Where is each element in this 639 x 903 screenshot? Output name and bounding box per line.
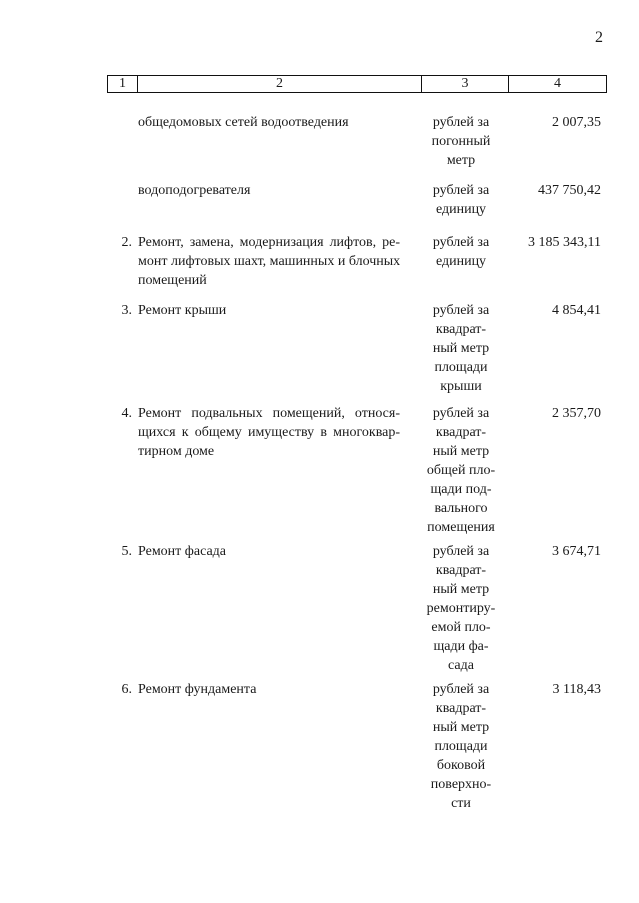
unit-line: рублей за xyxy=(432,303,490,318)
row-value: 2 007,35 xyxy=(552,115,601,130)
row-unit xyxy=(416,542,506,675)
unit-line: ремонтиру- xyxy=(426,601,496,616)
unit-line: рублей за xyxy=(432,115,490,130)
unit-line: щади под- xyxy=(430,482,492,497)
row-number: 2. xyxy=(121,235,132,250)
unit-line: поверхно- xyxy=(430,777,492,792)
row-number: 5. xyxy=(121,544,132,559)
unit-line: вального xyxy=(434,501,488,516)
column-header-row xyxy=(108,76,607,93)
row-value: 2 357,70 xyxy=(552,406,601,421)
unit-line: сти xyxy=(451,796,471,811)
row-number: 4. xyxy=(121,406,132,421)
row-unit xyxy=(416,680,506,813)
unit-line: рублей за xyxy=(432,406,490,421)
row-description xyxy=(138,233,400,290)
unit-line: ный метр xyxy=(432,444,490,459)
description-line: общедомовых сетей водоотведения xyxy=(138,115,349,130)
description-line: Ремонт фасада xyxy=(138,544,227,559)
description-line: щихся к общему имуществу в многоквар- xyxy=(138,425,400,440)
unit-line: квадрат- xyxy=(435,322,487,337)
row-value: 4 854,41 xyxy=(552,303,601,318)
row-unit xyxy=(416,181,506,219)
unit-line: емой пло- xyxy=(431,620,491,635)
unit-line: квадрат- xyxy=(435,425,487,440)
page-number: 2 xyxy=(595,29,603,46)
row-unit xyxy=(416,113,506,170)
row-number: 3. xyxy=(121,303,132,318)
description-line: монт лифтовых шахт, машинных и блочных xyxy=(138,254,401,269)
row-value: 437 750,42 xyxy=(538,183,601,198)
unit-line: рублей за xyxy=(432,682,490,697)
unit-line: погонный xyxy=(431,134,491,149)
row-description xyxy=(138,542,400,561)
unit-line: единицу xyxy=(435,202,487,217)
column-header-1: 1 xyxy=(108,76,138,93)
unit-line: рублей за xyxy=(432,183,490,198)
description-line: Ремонт подвальных помещений, относя- xyxy=(138,406,400,421)
row-value: 3 185 343,11 xyxy=(528,235,601,250)
unit-line: помещения xyxy=(427,520,495,535)
row-unit xyxy=(416,233,506,271)
unit-line: метр xyxy=(446,153,476,168)
unit-line: рублей за xyxy=(432,235,490,250)
column-header-2: 2 xyxy=(138,76,422,93)
unit-line: квадрат- xyxy=(435,701,487,716)
unit-line: площади xyxy=(434,360,488,375)
column-header-3: 3 xyxy=(422,76,509,93)
row-description xyxy=(138,680,400,699)
description-line: Ремонт, замена, модернизация лифтов, ре- xyxy=(138,235,400,250)
row-value: 3 674,71 xyxy=(552,544,601,559)
row-value: 3 118,43 xyxy=(552,682,601,697)
description-line: Ремонт фундамента xyxy=(138,682,257,697)
row-description xyxy=(138,301,400,320)
row-description xyxy=(138,404,400,461)
column-header-table xyxy=(107,75,607,93)
unit-line: сада xyxy=(448,658,474,673)
unit-line: единицу xyxy=(435,254,487,269)
row-number: 6. xyxy=(121,682,132,697)
row-unit xyxy=(416,404,506,537)
description-line: Ремонт крыши xyxy=(138,303,227,318)
unit-line: щади фа- xyxy=(433,639,489,654)
row-description xyxy=(138,181,400,200)
unit-line: крыши xyxy=(440,379,482,394)
unit-line: общей пло- xyxy=(426,463,496,478)
column-header-4: 4 xyxy=(509,76,607,93)
unit-line: ный метр xyxy=(432,582,490,597)
unit-line: боковой xyxy=(436,758,486,773)
description-line: тирном доме xyxy=(138,444,215,459)
unit-line: ный метр xyxy=(432,720,490,735)
row-description xyxy=(138,113,400,132)
unit-line: квадрат- xyxy=(435,563,487,578)
unit-line: ный метр xyxy=(432,341,490,356)
description-line: водоподогревателя xyxy=(138,183,251,198)
description-line: помещений xyxy=(138,273,207,288)
row-unit xyxy=(416,301,506,396)
unit-line: площади xyxy=(434,739,488,754)
unit-line: рублей за xyxy=(432,544,490,559)
